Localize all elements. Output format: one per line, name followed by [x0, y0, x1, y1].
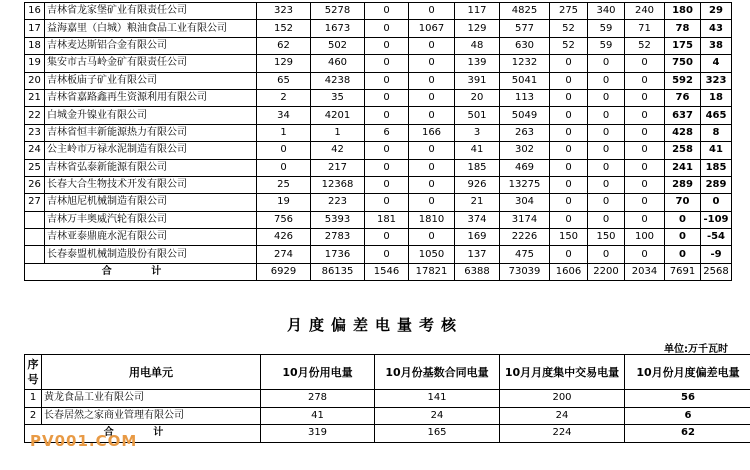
cell-c11: 18	[701, 89, 732, 106]
cell-c1: 2	[257, 89, 311, 106]
table-row	[25, 194, 732, 211]
cell-c5: 501	[455, 107, 500, 124]
cell-c6: 5049	[500, 107, 550, 124]
row-number: 21	[25, 89, 45, 106]
cell-c7: 52	[550, 20, 588, 37]
row-number: 26	[25, 176, 45, 193]
cell-c10: 592	[665, 72, 701, 89]
cell-c9: 0	[625, 142, 665, 159]
cell-c4: 1067	[409, 20, 455, 37]
cell-c10: 76	[665, 89, 701, 106]
cell-c7: 0	[550, 107, 588, 124]
total-c9: 2034	[625, 263, 665, 280]
cell-c11: 8	[701, 124, 732, 141]
cell-c9: 0	[625, 159, 665, 176]
cell-c4: 0	[409, 159, 455, 176]
cell-c8: 0	[588, 55, 625, 72]
total-c6: 73039	[500, 263, 550, 280]
cell-c6: 630	[500, 37, 550, 54]
cell-c2: 2783	[311, 229, 365, 246]
cell-c5: 117	[455, 3, 500, 20]
cell-c6: 577	[500, 20, 550, 37]
table-row	[25, 89, 732, 106]
company-name: 吉林省恒丰新能源热力有限公司	[45, 124, 257, 141]
cell-c5: 374	[455, 211, 500, 228]
cell-c11: 465	[701, 107, 732, 124]
cell-c1: 756	[257, 211, 311, 228]
header-name: 用电单元	[42, 355, 261, 390]
header-h2: 10月份基数合同电量	[375, 355, 500, 390]
cell-c9: 0	[625, 124, 665, 141]
cell-c9: 0	[625, 72, 665, 89]
header-no: 序号	[25, 355, 42, 390]
cell-c10: 750	[665, 55, 701, 72]
cell-c2: 5393	[311, 211, 365, 228]
cell-c7: 0	[550, 159, 588, 176]
total-c4: 17821	[409, 263, 455, 280]
row-number: 24	[25, 142, 45, 159]
row-number: 25	[25, 159, 45, 176]
cell-c1: 0	[257, 159, 311, 176]
total-c3: 1546	[365, 263, 409, 280]
cell-c6: 469	[500, 159, 550, 176]
cell-c2: 502	[311, 37, 365, 54]
total-label: 合 计	[25, 425, 261, 443]
row-number: 1	[25, 390, 42, 408]
cell-c10: 428	[665, 124, 701, 141]
cell-c6: 302	[500, 142, 550, 159]
cell-c8: 0	[588, 72, 625, 89]
cell-c11: 43	[701, 20, 732, 37]
cell-c11: 289	[701, 176, 732, 193]
cell-c11: 0	[701, 194, 732, 211]
cell-c6: 304	[500, 194, 550, 211]
cell-c4: 166	[409, 124, 455, 141]
cell-c4: 0	[409, 89, 455, 106]
cell-c3: 0	[365, 142, 409, 159]
cell-c11: 4	[701, 55, 732, 72]
company-name: 公主岭市万禄水泥制造有限公司	[45, 142, 257, 159]
total-label: 合 计	[25, 263, 257, 280]
company-name: 集安市古马岭金矿有限责任公司	[45, 55, 257, 72]
cell-c10: 258	[665, 142, 701, 159]
cell-c11: 41	[701, 142, 732, 159]
cell-c1: 426	[257, 229, 311, 246]
cell-v1: 41	[261, 407, 375, 425]
cell-c2: 460	[311, 55, 365, 72]
cell-c8: 0	[588, 124, 625, 141]
table-row	[25, 3, 732, 20]
unit-label: 单位:万千瓦时	[664, 344, 728, 355]
cell-c9: 0	[625, 194, 665, 211]
row-number: 27	[25, 194, 45, 211]
cell-c8: 150	[588, 229, 625, 246]
cell-c11: -9	[701, 246, 732, 263]
total-c1: 6929	[257, 263, 311, 280]
total-c11: 2568	[701, 263, 732, 280]
row-number	[25, 246, 45, 263]
cell-c4: 1050	[409, 246, 455, 263]
cell-c1: 62	[257, 37, 311, 54]
cell-c5: 20	[455, 89, 500, 106]
deviation-table	[24, 354, 750, 443]
cell-c4: 0	[409, 194, 455, 211]
cell-c9: 100	[625, 229, 665, 246]
cell-c4: 0	[409, 229, 455, 246]
cell-c3: 0	[365, 20, 409, 37]
cell-c8: 0	[588, 246, 625, 263]
cell-c1: 129	[257, 55, 311, 72]
cell-c1: 25	[257, 176, 311, 193]
cell-c3: 0	[365, 159, 409, 176]
cell-c8: 0	[588, 159, 625, 176]
cell-c5: 137	[455, 246, 500, 263]
row-number: 2	[25, 407, 42, 425]
table-row	[25, 55, 732, 72]
cell-c9: 52	[625, 37, 665, 54]
cell-c2: 42	[311, 142, 365, 159]
total-c10: 7691	[665, 263, 701, 280]
cell-c10: 241	[665, 159, 701, 176]
cell-c6: 3174	[500, 211, 550, 228]
cell-c1: 19	[257, 194, 311, 211]
cell-c5: 41	[455, 142, 500, 159]
table-row	[25, 211, 732, 228]
cell-c2: 1736	[311, 246, 365, 263]
total-c7: 1606	[550, 263, 588, 280]
unit-name: 黄龙食品工业有限公司	[42, 390, 261, 408]
cell-c10: 70	[665, 194, 701, 211]
cell-c1: 34	[257, 107, 311, 124]
cell-c4: 0	[409, 176, 455, 193]
cell-c6: 13275	[500, 176, 550, 193]
cell-c9: 0	[625, 89, 665, 106]
company-name: 益海嘉里（白城）粮油食品工业有限公司	[45, 20, 257, 37]
table-row	[25, 20, 732, 37]
cell-c6: 113	[500, 89, 550, 106]
cell-c3: 0	[365, 194, 409, 211]
cell-c10: 0	[665, 246, 701, 263]
cell-v2: 141	[375, 390, 500, 408]
cell-c5: 21	[455, 194, 500, 211]
cell-c5: 169	[455, 229, 500, 246]
cell-c8: 0	[588, 89, 625, 106]
cell-c3: 0	[365, 3, 409, 20]
table-row	[25, 107, 732, 124]
row-number: 20	[25, 72, 45, 89]
cell-c4: 1810	[409, 211, 455, 228]
row-number	[25, 229, 45, 246]
total-c5: 6388	[455, 263, 500, 280]
cell-c10: 175	[665, 37, 701, 54]
company-name: 吉林板庙子矿业有限公司	[45, 72, 257, 89]
cell-c10: 78	[665, 20, 701, 37]
table-row	[25, 407, 750, 425]
cell-c11: 38	[701, 37, 732, 54]
cell-v4: 6	[625, 407, 750, 425]
cell-c5: 3	[455, 124, 500, 141]
cell-c5: 139	[455, 55, 500, 72]
row-number: 23	[25, 124, 45, 141]
total-c8: 2200	[588, 263, 625, 280]
table-row	[25, 390, 750, 408]
company-name: 吉林省弘泰新能源有限公司	[45, 159, 257, 176]
cell-c10: 180	[665, 3, 701, 20]
cell-c9: 0	[625, 176, 665, 193]
cell-v2: 24	[375, 407, 500, 425]
company-name: 长春大合生物技术开发有限公司	[45, 176, 257, 193]
cell-c9: 0	[625, 246, 665, 263]
row-number	[25, 211, 45, 228]
cell-c5: 129	[455, 20, 500, 37]
cell-c4: 0	[409, 142, 455, 159]
cell-c2: 1	[311, 124, 365, 141]
table-row	[25, 142, 732, 159]
cell-c2: 5278	[311, 3, 365, 20]
cell-c8: 0	[588, 211, 625, 228]
cell-c7: 0	[550, 55, 588, 72]
cell-v4: 56	[625, 390, 750, 408]
cell-c10: 0	[665, 211, 701, 228]
cell-c8: 340	[588, 3, 625, 20]
cell-c3: 0	[365, 246, 409, 263]
cell-c9: 0	[625, 107, 665, 124]
cell-c1: 274	[257, 246, 311, 263]
cell-c2: 217	[311, 159, 365, 176]
cell-c5: 48	[455, 37, 500, 54]
cell-c10: 637	[665, 107, 701, 124]
cell-c6: 1232	[500, 55, 550, 72]
cell-c4: 0	[409, 55, 455, 72]
cell-c3: 0	[365, 37, 409, 54]
cell-c11: -54	[701, 229, 732, 246]
cell-c9: 0	[625, 211, 665, 228]
cell-c7: 0	[550, 142, 588, 159]
total-v4: 62	[625, 425, 750, 443]
header-h3: 10月月度集中交易电量	[500, 355, 625, 390]
cell-c1: 65	[257, 72, 311, 89]
cell-c6: 475	[500, 246, 550, 263]
cell-c1: 1	[257, 124, 311, 141]
table-row	[25, 246, 732, 263]
cell-c3: 0	[365, 89, 409, 106]
cell-c8: 0	[588, 194, 625, 211]
cell-c11: 185	[701, 159, 732, 176]
cell-c6: 4825	[500, 3, 550, 20]
cell-c9: 71	[625, 20, 665, 37]
cell-c3: 0	[365, 72, 409, 89]
cell-c8: 59	[588, 37, 625, 54]
cell-c9: 240	[625, 3, 665, 20]
cell-c8: 0	[588, 107, 625, 124]
cell-c11: -109	[701, 211, 732, 228]
header-h1: 10月份用电量	[261, 355, 375, 390]
cell-v3: 24	[500, 407, 625, 425]
cell-c10: 0	[665, 229, 701, 246]
cell-c4: 0	[409, 72, 455, 89]
cell-c1: 0	[257, 142, 311, 159]
cell-c7: 0	[550, 124, 588, 141]
cell-c6: 5041	[500, 72, 550, 89]
cell-c11: 323	[701, 72, 732, 89]
header-h4: 10月份月度偏差电量	[625, 355, 750, 390]
company-name: 白城金升镍业有限公司	[45, 107, 257, 124]
cell-c4: 0	[409, 37, 455, 54]
row-number: 18	[25, 37, 45, 54]
cell-c4: 0	[409, 3, 455, 20]
table-header-row	[25, 355, 750, 390]
plant-data-table	[24, 2, 732, 281]
company-name: 吉林万丰奥威汽轮有限公司	[45, 211, 257, 228]
cell-c2: 35	[311, 89, 365, 106]
section-title: 月度偏差电量考核	[286, 316, 463, 334]
cell-c7: 150	[550, 229, 588, 246]
total-v1: 319	[261, 425, 375, 443]
cell-c7: 0	[550, 246, 588, 263]
cell-c2: 4201	[311, 107, 365, 124]
cell-c7: 0	[550, 89, 588, 106]
cell-c4: 0	[409, 107, 455, 124]
company-name: 吉林亚泰鼎鹿水泥有限公司	[45, 229, 257, 246]
company-name: 长春泰盟机械制造股份有限公司	[45, 246, 257, 263]
cell-c3: 181	[365, 211, 409, 228]
row-number: 19	[25, 55, 45, 72]
table-row	[25, 37, 732, 54]
table-row	[25, 72, 732, 89]
row-number: 17	[25, 20, 45, 37]
cell-c2: 1673	[311, 20, 365, 37]
cell-c7: 0	[550, 194, 588, 211]
cell-c5: 926	[455, 176, 500, 193]
row-number: 16	[25, 3, 45, 20]
company-name: 吉林省嘉路鑫再生资源利用有限公司	[45, 89, 257, 106]
cell-c8: 0	[588, 142, 625, 159]
cell-c11: 29	[701, 3, 732, 20]
table-row	[25, 176, 732, 193]
total-v3: 224	[500, 425, 625, 443]
table-row	[25, 124, 732, 141]
cell-c3: 0	[365, 176, 409, 193]
unit-name: 长春居然之家商业管理有限公司	[42, 407, 261, 425]
total-row	[25, 263, 732, 280]
cell-c7: 275	[550, 3, 588, 20]
cell-c8: 0	[588, 176, 625, 193]
table-row	[25, 159, 732, 176]
total-v2: 165	[375, 425, 500, 443]
cell-c6: 2226	[500, 229, 550, 246]
cell-c7: 0	[550, 176, 588, 193]
cell-c10: 289	[665, 176, 701, 193]
cell-c9: 0	[625, 55, 665, 72]
cell-c3: 0	[365, 229, 409, 246]
cell-c3: 0	[365, 107, 409, 124]
cell-c5: 391	[455, 72, 500, 89]
cell-v3: 200	[500, 390, 625, 408]
total-c2: 86135	[311, 263, 365, 280]
company-name: 吉林麦达斯铝合金有限公司	[45, 37, 257, 54]
cell-c5: 185	[455, 159, 500, 176]
cell-c2: 223	[311, 194, 365, 211]
cell-c3: 6	[365, 124, 409, 141]
cell-c7: 0	[550, 72, 588, 89]
cell-c1: 152	[257, 20, 311, 37]
row-number: 22	[25, 107, 45, 124]
cell-c6: 263	[500, 124, 550, 141]
watermark: PV001.COM	[30, 432, 138, 450]
company-name: 吉林省龙家堡矿业有限责任公司	[45, 3, 257, 20]
company-name: 吉林旭尼机械制造有限公司	[45, 194, 257, 211]
cell-c3: 0	[365, 55, 409, 72]
cell-c1: 323	[257, 3, 311, 20]
table-row	[25, 229, 732, 246]
cell-c8: 59	[588, 20, 625, 37]
cell-c7: 0	[550, 211, 588, 228]
cell-c2: 12368	[311, 176, 365, 193]
cell-c2: 4238	[311, 72, 365, 89]
cell-v1: 278	[261, 390, 375, 408]
cell-c7: 52	[550, 37, 588, 54]
